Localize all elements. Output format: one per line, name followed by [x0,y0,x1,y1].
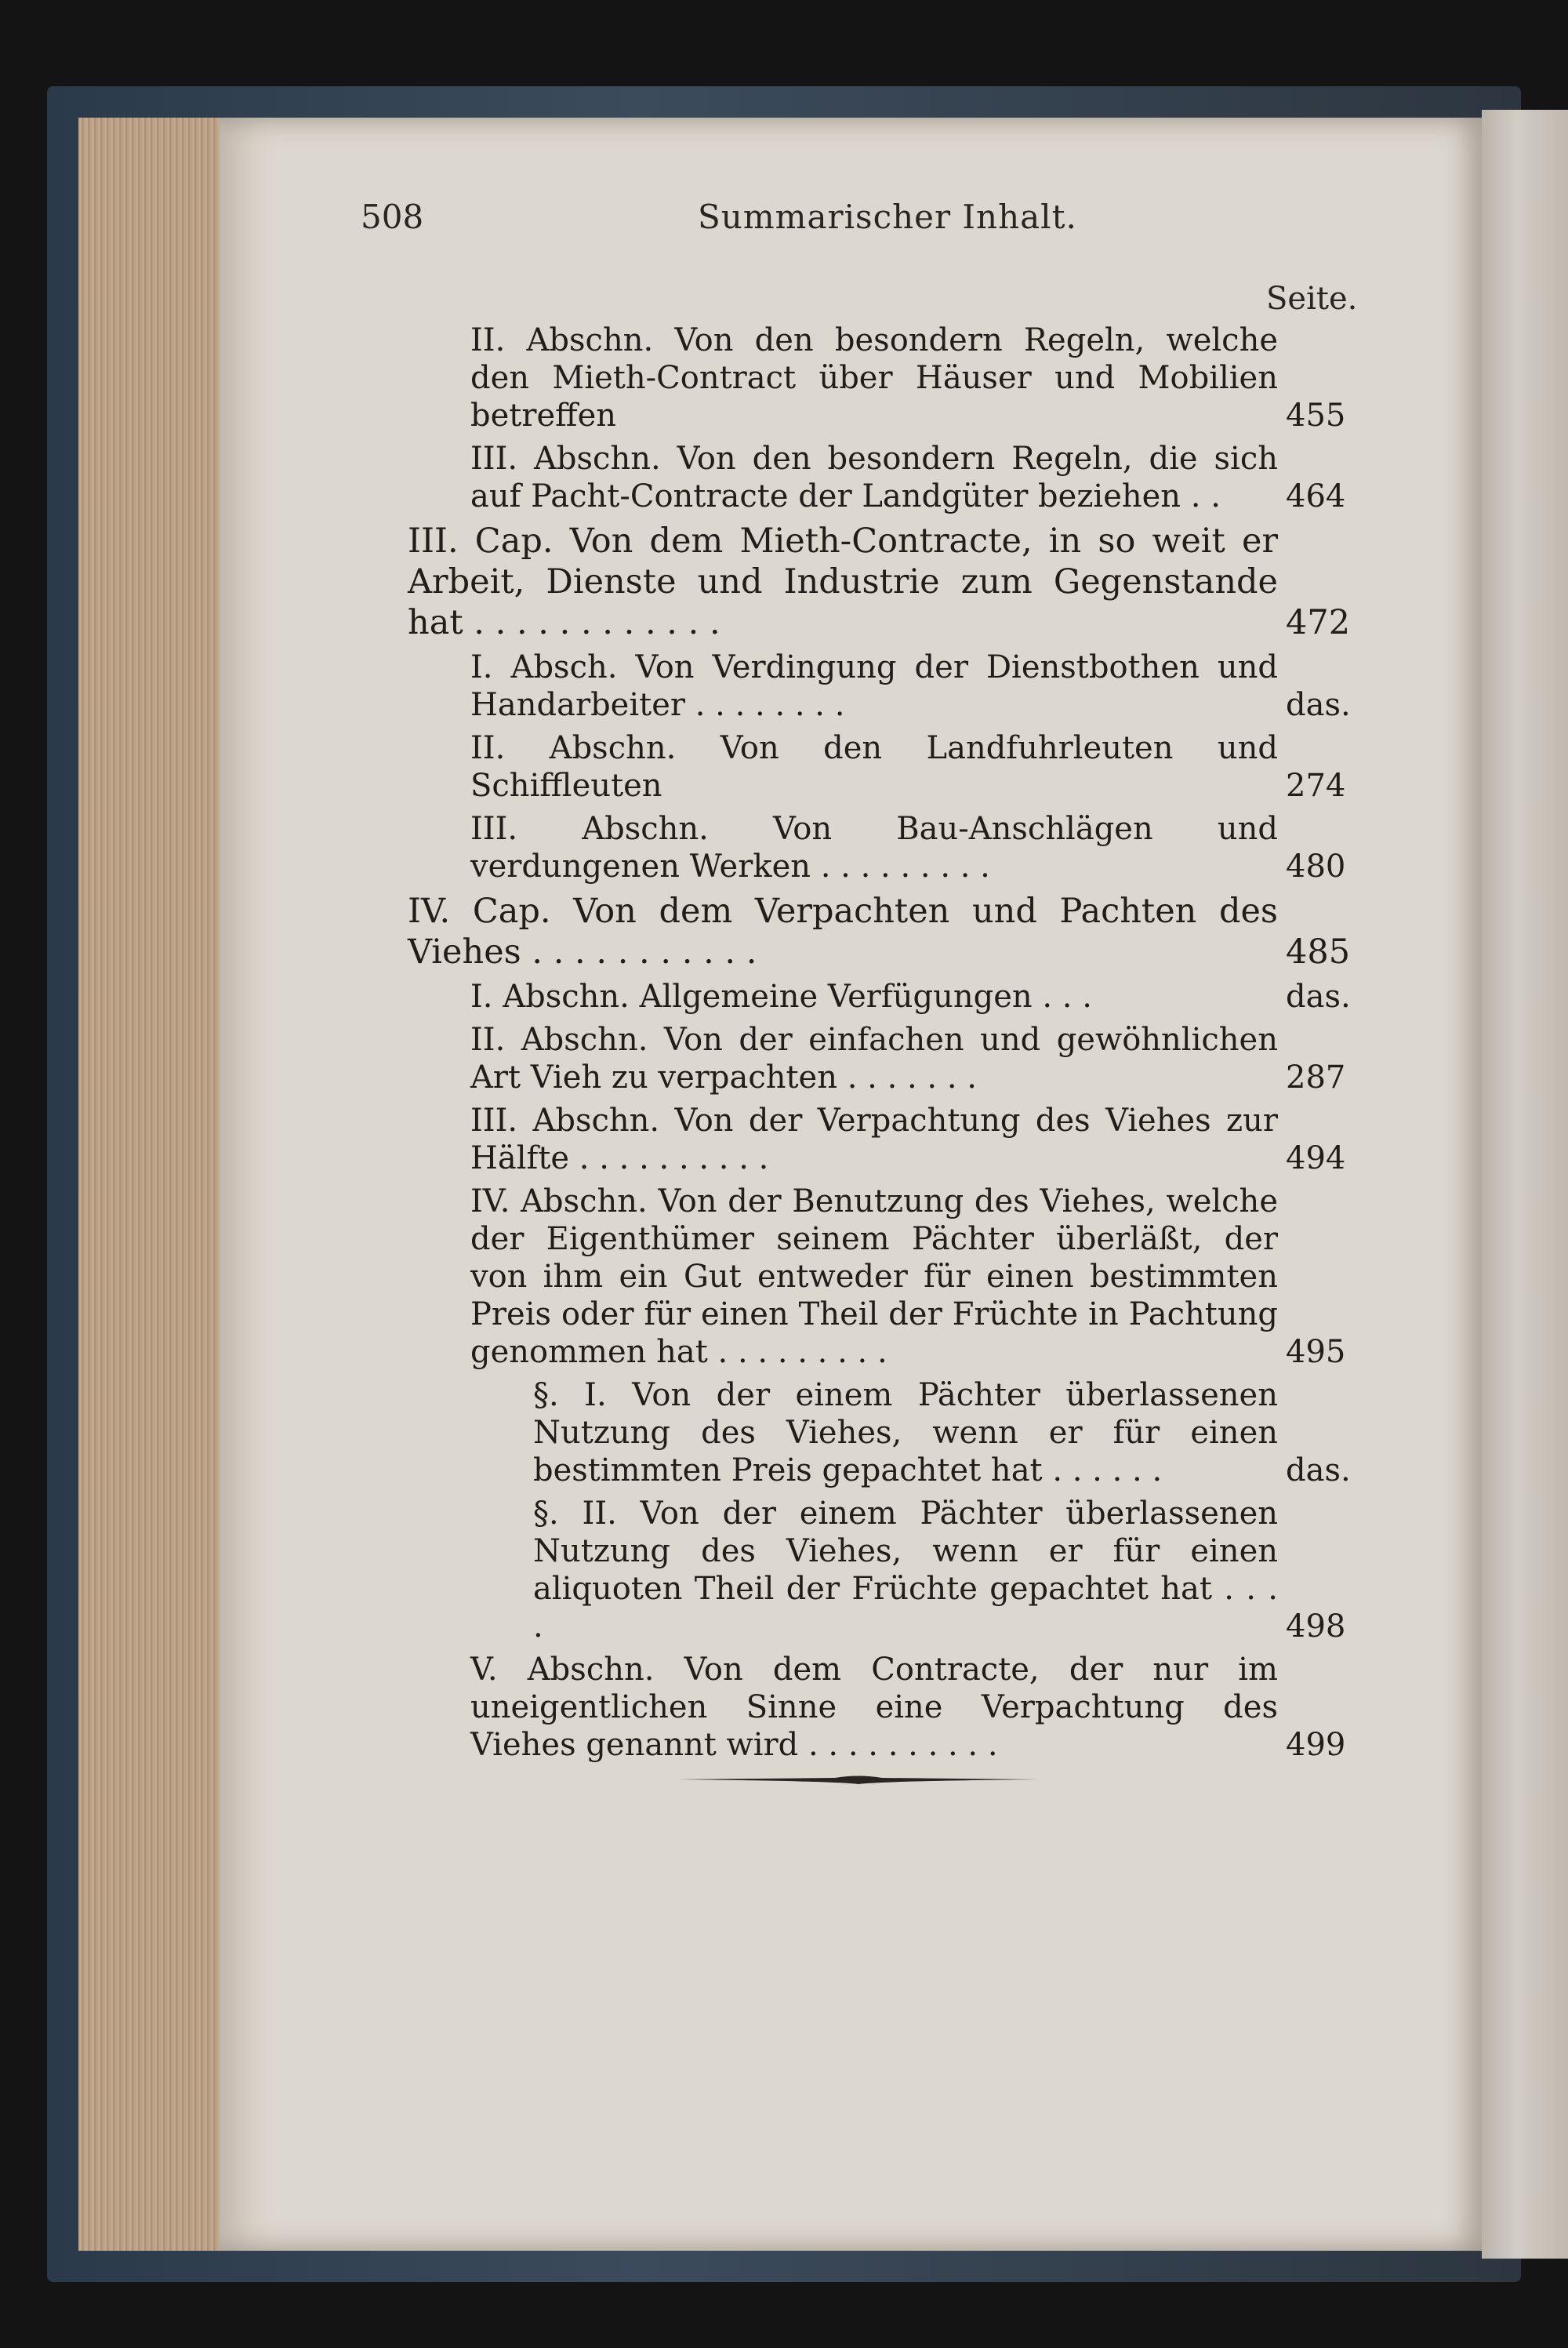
toc-entry-title: III. Abschn. Von der Verpachtung des Viehes zur Hälfte . . . . . . . . . . [470,1103,1278,1176]
toc-entry-page: 287 [1286,1060,1346,1096]
toc-entry [408,521,1364,643]
running-title: Summarischer Inhalt. [698,198,1077,236]
toc-entry [470,1651,1364,1764]
table-of-contents [408,322,1364,1769]
toc-entry-title: III. Abschn. Von Bau-Anschlägen und verdungenen Werken . . . . . . . . . [470,811,1278,885]
toc-entry-title: III. Abschn. Von den besondern Regeln, die sich auf Pacht-Contracte der Landgüter beziehen . . [470,441,1278,514]
closing-ornament-rule [678,1774,1039,1785]
toc-entry-title: §. I. Von der einem Pächter überlassenen Nutzung des Viehes, wenn er für einen bestimmten Preis gepachtet hat . . . . . . [533,1377,1278,1488]
toc-entry-page: 472 [1286,603,1351,642]
toc-entry-title: I. Absch. Von Verdingung der Dienstbothen und Handarbeiter . . . . . . . . [470,649,1278,723]
facing-page-edge [1482,110,1568,2259]
page-column-heading: Seite. [1266,281,1358,317]
toc-entry-page: 485 [1286,932,1351,972]
toc-entry [470,1021,1364,1096]
toc-entry-page: das. [1286,1452,1351,1488]
toc-entry-page: 494 [1286,1140,1346,1176]
toc-entry-title: §. II. Von der einem Pächter überlassenen Nutzung des Viehes, wenn er für einen aliquoten Theil der Früchte gepachtet hat . . . . [533,1496,1278,1645]
toc-entry [470,1183,1364,1371]
toc-entry-title: IV. Cap. Von dem Verpachten und Pachten des Viehes . . . . . . . . . . . [408,892,1278,972]
toc-entry [408,891,1364,972]
toc-entry-title: III. Cap. Von dem Mieth-Contracte, in so weit er Arbeit, Dienste und Industrie zum Gegenstande hat . . . . . . . . . . . . [408,522,1278,642]
toc-entry-page: 480 [1286,849,1346,885]
toc-entry-page: 455 [1286,398,1346,434]
toc-entry [533,1495,1364,1645]
toc-entry [533,1376,1364,1489]
toc-entry [470,440,1364,515]
toc-entry-page: 498 [1286,1608,1346,1645]
toc-entry-title: IV. Abschn. Von der Benutzung des Viehes, welche der Eigenthümer seinem Pächter überläßt, der von ihm ein Gut entweder für einen bestimmten Preis oder für einen Theil der Früchte in Pachtung genommen hat . . . . . . . . . [470,1183,1278,1370]
toc-entry-page: 499 [1286,1727,1346,1763]
toc-entry-page: 495 [1286,1334,1346,1370]
toc-entry-title: V. Abschn. Von dem Contracte, der nur im uneigentlichen Sinne eine Verpachtung des Viehes genannt wird . . . . . . . . . . [470,1652,1278,1763]
page-header [361,198,1317,245]
page-number: 508 [361,198,424,236]
toc-entry-title: I. Abschn. Allgemeine Verfügungen . . . [470,979,1092,1015]
toc-entry-page: das. [1286,687,1351,723]
toc-entry-page: das. [1286,979,1351,1015]
toc-entry [470,810,1364,885]
page-edges [78,118,235,2251]
toc-entry [470,729,1364,805]
toc-entry [470,1102,1364,1177]
toc-entry [470,978,1364,1016]
toc-entry-page: 464 [1286,478,1346,514]
toc-entry-title: II. Abschn. Von der einfachen und gewöhnlichen Art Vieh zu verpachten . . . . . . . [470,1022,1278,1096]
toc-entry-title: II. Abschn. Von den besondern Regeln, welche den Mieth-Contract über Häuser und Mobilien betreffen [470,322,1278,434]
toc-entry-title: II. Abschn. Von den Landfuhrleuten und Schiffleuten [470,730,1278,804]
toc-entry [470,322,1364,434]
toc-entry-page: 274 [1286,768,1346,804]
toc-entry [470,649,1364,724]
